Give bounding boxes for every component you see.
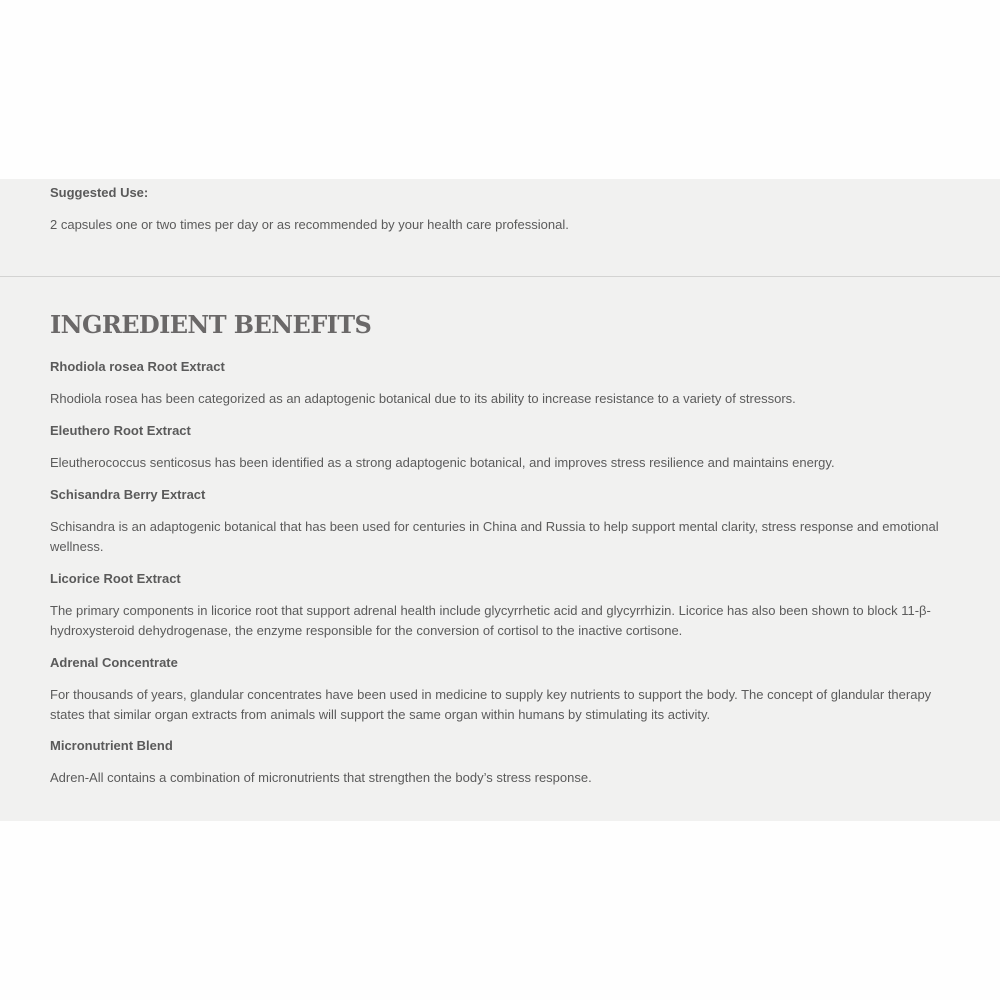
- ingredient-name: Schisandra Berry Extract: [50, 487, 206, 502]
- ingredient-name: Micronutrient Blend: [50, 738, 173, 753]
- ingredient-description: Schisandra is an adaptogenic botanical that has been used for centuries in China and Russia to help support mental clarity, stress response and emotional wellness.: [50, 519, 939, 554]
- ingredient-name: Eleuthero Root Extract: [50, 423, 191, 438]
- section-divider: [0, 276, 1000, 277]
- ingredient-description: Rhodiola rosea has been categorized as an adaptogenic botanical due to its ability to increase resistance to a variety of stressors.: [50, 391, 796, 406]
- ingredient-name: Licorice Root Extract: [50, 571, 181, 586]
- ingredient-name: Rhodiola rosea Root Extract: [50, 359, 225, 374]
- ingredient-description: Eleutherococcus senticosus has been identified as a strong adaptogenic botanical, and improves stress resilience and maintains energy.: [50, 455, 835, 470]
- suggested-use-label: Suggested Use:: [50, 185, 149, 200]
- ingredient-benefits-heading: INGREDIENT BENEFITS: [50, 310, 372, 339]
- suggested-use-text: 2 capsules one or two times per day or as recommended by your health care professional.: [50, 217, 569, 232]
- ingredient-description: For thousands of years, glandular concentrates have been used in medicine to supply key nutrients to support the body. The concept of glandular therapy states that similar organ extracts from animals will support the same organ within humans by stimulating its activity.: [50, 687, 932, 722]
- ingredient-description: The primary components in licorice root that support adrenal health include glycyrrhetic acid and glycyrrhizin. Licorice has also been shown to block 11-β-hydroxysteroid dehydrogenase, the enzyme responsible for the conversion of cortisol to the inactive cortisone.: [50, 603, 931, 638]
- ingredient-name: Adrenal Concentrate: [50, 655, 178, 670]
- ingredient-description: Adren-All contains a combination of micronutrients that strengthen the body’s stress response.: [50, 770, 592, 785]
